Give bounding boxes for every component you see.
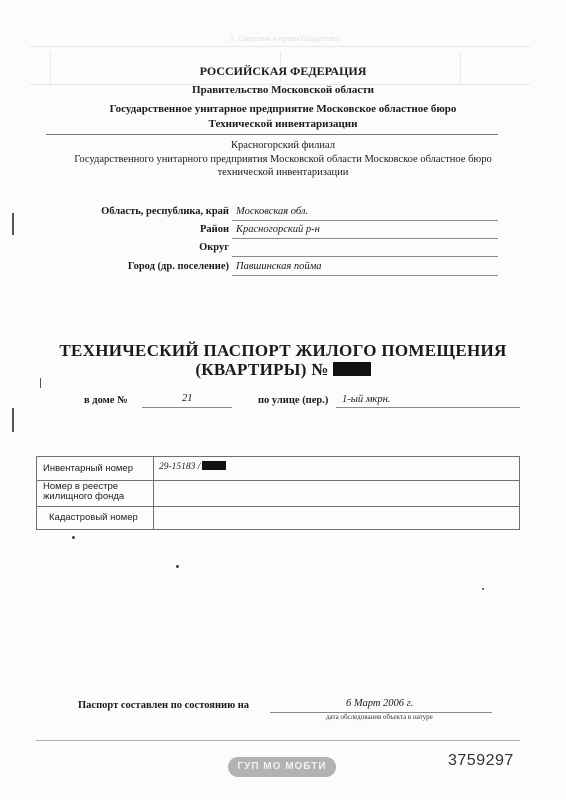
field-underline [232, 238, 498, 239]
inventory-number: 29-15183 / [159, 462, 201, 472]
field-okrug [0, 242, 566, 258]
scan-speck [482, 588, 484, 590]
table-cell-label: Кадастровый номер [49, 512, 138, 523]
field-label: Район [199, 224, 229, 235]
street-label: по улице (пер.) [258, 395, 329, 406]
passport-date-label: Паспорт составлен по состоянию на [78, 700, 250, 711]
serial-number: 3759297 [448, 752, 514, 769]
street-value: 1-ый мкрн. [342, 394, 391, 405]
footer-divider [36, 740, 520, 741]
field-value: Павшинская пойма [236, 261, 322, 272]
field-underline [232, 220, 498, 221]
field-label: Область, республика, край [101, 206, 229, 217]
field-label: Город (др. поселение) [127, 261, 229, 272]
table-cell-label: Номер в реестре жилищного фонда [43, 481, 125, 502]
organization-heading: Государственное унитарное предприятие Московское областное бюро [109, 103, 457, 115]
field-value: Московская обл. [236, 206, 309, 217]
redacted-inventory-suffix [202, 461, 226, 470]
passport-date-value: 6 Март 2006 г. [346, 698, 414, 709]
country-heading: РОССИЙСКАЯ ФЕДЕРАЦИЯ [199, 64, 367, 78]
field-underline [232, 256, 498, 257]
scan-speck [72, 536, 75, 539]
table-cell-label: Инвентарный номер [43, 463, 134, 474]
field-underline [232, 275, 498, 276]
organization-heading-cont: Технической инвентаризации [208, 118, 358, 130]
redacted-apartment-number [333, 362, 371, 376]
house-value: 21 [182, 393, 193, 404]
field-label: Округ [199, 242, 229, 253]
field-value: Красногорский р-н [236, 224, 320, 235]
apartment-label: (КВАРТИРЫ) № [195, 360, 329, 379]
scan-edge-mark [12, 408, 14, 432]
registry-table [36, 456, 520, 530]
field-city [0, 261, 566, 277]
table-column-divider [153, 457, 154, 529]
table-cell-value [159, 461, 226, 472]
scan-speck [176, 565, 179, 568]
field-region [0, 206, 566, 222]
government-heading: Правительство Московской области [192, 84, 374, 96]
house-underline [142, 407, 232, 408]
bleed-through-heading: 1. Сведения о правообладателях [230, 34, 340, 43]
document-title-cont [0, 360, 566, 380]
header-divider [46, 134, 498, 135]
house-label: в доме № [84, 395, 128, 406]
organization-stamp: ГУП МО МОБТИ [228, 757, 336, 777]
document-title: ТЕХНИЧЕСКИЙ ПАСПОРТ ЖИЛОГО ПОМЕЩЕНИЯ [59, 341, 507, 360]
branch-name: Красногорский филиал [231, 140, 335, 151]
field-district [0, 224, 566, 240]
branch-organization: Государственного унитарного предприятия Московской области Московское областное бюро [74, 154, 492, 165]
date-caption: дата обследования объекта в натуре [326, 713, 433, 721]
table-divider [37, 506, 519, 507]
bleed-through-line [30, 46, 530, 47]
street-underline [336, 407, 520, 408]
branch-organization-cont: технической инвентаризации [217, 167, 349, 178]
